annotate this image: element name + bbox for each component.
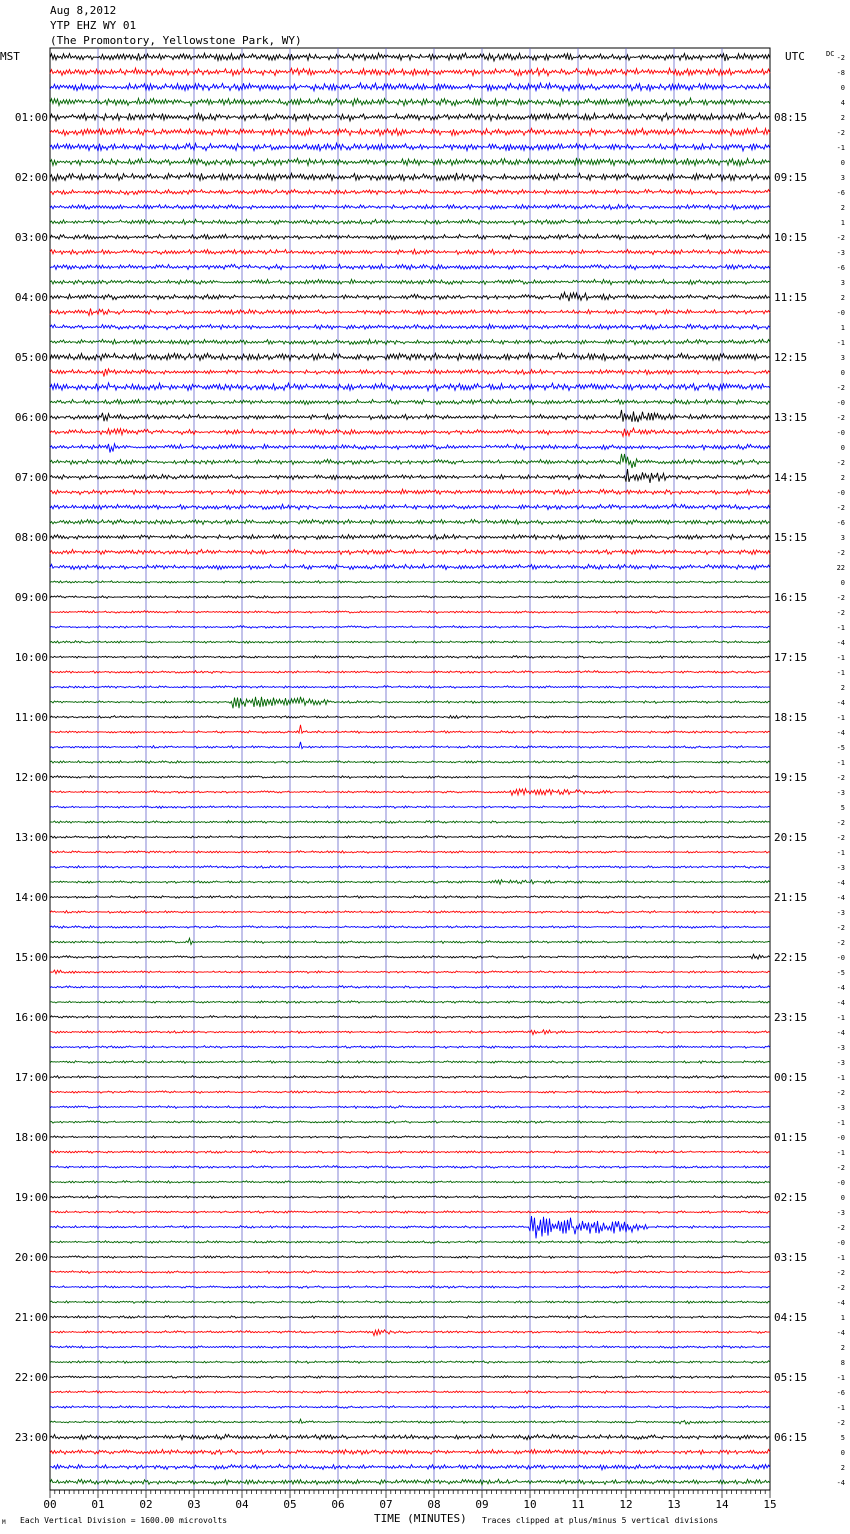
seismic-trace — [50, 53, 770, 61]
seismic-trace — [50, 1216, 770, 1238]
right-timezone-label: UTC — [785, 50, 805, 63]
dc-offset-label: -0 — [836, 309, 845, 317]
utc-hour-label: 23:15 — [774, 1011, 808, 1024]
x-tick-label: 09 — [475, 1498, 489, 1511]
dc-offset-label: -5 — [836, 969, 845, 977]
dc-offset-label: -4 — [836, 1479, 845, 1487]
dc-offset-label: 2 — [840, 114, 845, 122]
dc-offset-label: -4 — [836, 639, 845, 647]
seismic-trace — [50, 1196, 770, 1199]
dc-offset-label: -2 — [836, 774, 845, 782]
seismic-trace — [50, 880, 770, 885]
dc-offset-label: 1 — [840, 219, 845, 227]
utc-hour-label: 21:15 — [774, 891, 808, 904]
seismic-trace — [50, 158, 770, 166]
dc-offset-label: 0 — [840, 369, 845, 377]
dc-offset-label: -2 — [836, 819, 845, 827]
seismic-trace — [50, 489, 770, 494]
seismic-trace — [50, 279, 770, 285]
seismic-trace — [50, 1181, 770, 1184]
x-tick-label: 06 — [331, 1498, 345, 1511]
plot-frame — [50, 48, 770, 1490]
seismic-traces — [50, 53, 770, 1485]
seismic-trace — [50, 428, 770, 436]
seismic-trace — [50, 564, 770, 569]
dc-offset-label: -2 — [836, 594, 845, 602]
dc-offset-label: 0 — [840, 444, 845, 452]
dc-offset-label: -1 — [836, 1254, 845, 1262]
utc-hour-label: 17:15 — [774, 651, 808, 664]
seismic-trace — [50, 520, 770, 525]
recording-date: Aug 8,2012 — [50, 4, 117, 17]
x-tick-label: 12 — [619, 1498, 633, 1511]
dc-offset-label: 4 — [840, 99, 845, 107]
seismic-trace — [50, 1419, 770, 1424]
utc-hour-label: 05:15 — [774, 1371, 808, 1384]
dc-offset-label: -2 — [836, 1284, 845, 1292]
seismic-trace — [50, 324, 770, 329]
seismic-trace — [50, 671, 770, 674]
clip-note: Traces clipped at plus/minus 5 vertical divisions — [482, 1516, 719, 1525]
seismic-trace — [50, 1479, 770, 1485]
x-tick-label: 14 — [715, 1498, 729, 1511]
dc-offset-label: -6 — [836, 1389, 845, 1397]
utc-hour-label: 14:15 — [774, 471, 808, 484]
seismic-trace — [50, 851, 770, 854]
x-tick-label: 11 — [571, 1498, 585, 1511]
mst-hour-label: 11:00 — [14, 711, 48, 724]
seismic-trace — [50, 190, 770, 195]
x-tick-label: 08 — [427, 1498, 441, 1511]
dc-offset-label: -1 — [836, 714, 845, 722]
dc-offset-label: 1 — [840, 1314, 845, 1322]
seismic-trace — [50, 219, 770, 224]
seismic-trace — [50, 1464, 770, 1469]
mst-hour-label: 12:00 — [14, 771, 48, 784]
utc-hour-label: 02:15 — [774, 1191, 808, 1204]
dc-offset-label: -2 — [836, 939, 845, 947]
dc-offset-label: -4 — [836, 729, 845, 737]
seismic-trace — [50, 1301, 770, 1304]
seismic-trace — [50, 761, 770, 764]
seismic-trace — [50, 821, 770, 824]
seismic-trace — [50, 173, 770, 181]
left-timezone-label: MST — [0, 50, 20, 63]
seismic-trace — [50, 697, 770, 709]
dc-offset-label: -2 — [836, 459, 845, 467]
dc-offset-label: 3 — [840, 534, 845, 542]
utc-hour-label: 18:15 — [774, 711, 808, 724]
utc-hour-label: 19:15 — [774, 771, 808, 784]
mst-hour-label: 07:00 — [14, 471, 48, 484]
seismic-trace — [50, 611, 770, 614]
dc-offset-label: -2 — [836, 384, 845, 392]
seismic-trace — [50, 716, 770, 719]
x-tick-label: 01 — [91, 1498, 105, 1511]
seismic-trace — [50, 581, 770, 584]
dc-offset-label: -5 — [836, 744, 845, 752]
seismic-trace — [50, 626, 770, 629]
utc-hour-label: 13:15 — [774, 411, 808, 424]
utc-hour-label: 20:15 — [774, 831, 808, 844]
mst-hour-label: 23:00 — [14, 1431, 48, 1444]
seismic-trace — [50, 1391, 770, 1394]
scale-note: Each Vertical Division = 1600.00 microvolts — [20, 1516, 228, 1525]
dc-offset-label: -1 — [836, 1014, 845, 1022]
dc-offset-label: -3 — [836, 864, 845, 872]
dc-offset-label: -3 — [836, 909, 845, 917]
dc-offset-label: 0 — [840, 1194, 845, 1202]
mst-hour-label: 01:00 — [14, 111, 48, 124]
dc-offset-label: -0 — [836, 399, 845, 407]
seismic-trace — [50, 249, 770, 254]
dc-offset-label: -1 — [836, 654, 845, 662]
dc-offset-label: -4 — [836, 894, 845, 902]
dc-offset-label: -0 — [836, 489, 845, 497]
plot-grid — [50, 48, 770, 1498]
dc-offset-label: 0 — [840, 579, 845, 587]
x-tick-label: 03 — [187, 1498, 201, 1511]
seismic-trace — [50, 353, 770, 361]
dc-offset-label: -4 — [836, 1299, 845, 1307]
dc-offset-label: -2 — [836, 924, 845, 932]
mst-hour-label: 22:00 — [14, 1371, 48, 1384]
x-tick-label: 13 — [667, 1498, 681, 1511]
mst-hour-label: 05:00 — [14, 351, 48, 364]
seismic-trace — [50, 98, 770, 106]
mst-hour-label: 04:00 — [14, 291, 48, 304]
mst-hour-label: 08:00 — [14, 531, 48, 544]
dc-offset-label: -0 — [836, 1179, 845, 1187]
dc-offset-label: 2 — [840, 204, 845, 212]
dc-offset-label: -2 — [836, 129, 845, 137]
dc-offset-label: -2 — [836, 1164, 845, 1172]
seismic-trace — [50, 866, 770, 869]
seismic-trace — [50, 641, 770, 644]
dc-offset-label: -2 — [836, 834, 845, 842]
seismic-trace — [50, 309, 770, 316]
seismic-trace — [50, 954, 770, 959]
seismic-trace — [50, 1271, 770, 1274]
seismic-trace — [50, 549, 770, 554]
dc-offset-label: 3 — [840, 174, 845, 182]
mst-hour-label: 16:00 — [14, 1011, 48, 1024]
dc-offset-label: -0 — [836, 954, 845, 962]
mst-hour-label: 18:00 — [14, 1131, 48, 1144]
dc-offset-label: 2 — [840, 1464, 845, 1472]
dc-offset-label: -4 — [836, 999, 845, 1007]
seismic-trace — [50, 1076, 770, 1079]
utc-hour-label: 08:15 — [774, 111, 808, 124]
seismic-trace — [50, 83, 770, 91]
dc-offset-label: -1 — [836, 144, 845, 152]
mst-hour-label: 14:00 — [14, 891, 48, 904]
seismic-trace — [50, 938, 770, 944]
dc-header-label: DC — [826, 50, 835, 58]
dc-offset-label: -2 — [836, 549, 845, 557]
dc-offset-label: -3 — [836, 1059, 845, 1067]
seismic-trace — [50, 596, 770, 599]
seismic-trace — [50, 742, 770, 749]
seismic-trace — [50, 725, 770, 734]
utc-hour-label: 03:15 — [774, 1251, 808, 1264]
dc-offset-label: -1 — [836, 339, 845, 347]
dc-offset-label: -1 — [836, 669, 845, 677]
seismic-trace — [50, 1211, 770, 1214]
x-tick-label: 07 — [379, 1498, 393, 1511]
seismic-trace — [50, 204, 770, 209]
seismic-trace — [50, 926, 770, 929]
mst-hour-label: 06:00 — [14, 411, 48, 424]
dc-offset-label: -1 — [836, 1374, 845, 1382]
seismic-trace — [50, 1346, 770, 1349]
seismic-trace — [50, 1106, 770, 1109]
seismic-trace — [50, 264, 770, 269]
utc-hour-label: 22:15 — [774, 951, 808, 964]
dc-offset-label: -2 — [836, 504, 845, 512]
utc-hour-label: 10:15 — [774, 231, 808, 244]
dc-offset-label: -6 — [836, 264, 845, 272]
mst-hour-label: 13:00 — [14, 831, 48, 844]
dc-offset-label: -2 — [836, 609, 845, 617]
seismic-trace — [50, 454, 770, 468]
dc-offset-label: -2 — [836, 1224, 845, 1232]
mst-hour-label: 10:00 — [14, 651, 48, 664]
dc-offset-label: -1 — [836, 849, 845, 857]
seismic-trace — [50, 234, 770, 239]
plot-labels — [15, 54, 845, 1511]
dc-offset-label: 3 — [840, 279, 845, 287]
dc-offset-label: 0 — [840, 1449, 845, 1457]
utc-hour-label: 12:15 — [774, 351, 808, 364]
dc-offset-label: -0 — [836, 429, 845, 437]
seismic-trace — [50, 410, 770, 422]
corner-mark: M — [2, 1519, 6, 1526]
utc-hour-label: 09:15 — [774, 171, 808, 184]
x-tick-label: 05 — [283, 1498, 297, 1511]
dc-offset-label: -1 — [836, 1404, 845, 1412]
seismic-trace — [50, 113, 770, 121]
dc-offset-label: -3 — [836, 1044, 845, 1052]
seismic-trace — [50, 986, 770, 989]
mst-hour-label: 17:00 — [14, 1071, 48, 1084]
utc-hour-label: 06:15 — [774, 1431, 808, 1444]
mst-hour-label: 15:00 — [14, 951, 48, 964]
seismic-trace — [50, 776, 770, 779]
seismic-trace — [50, 68, 770, 76]
mst-hour-label: 20:00 — [14, 1251, 48, 1264]
utc-hour-label: 15:15 — [774, 531, 808, 544]
seismic-trace — [50, 444, 770, 453]
utc-hour-label: 01:15 — [774, 1131, 808, 1144]
dc-offset-label: 2 — [840, 684, 845, 692]
seismic-trace — [50, 1286, 770, 1289]
dc-offset-label: 8 — [840, 1359, 845, 1367]
x-tick-label: 04 — [235, 1498, 249, 1511]
dc-offset-label: -4 — [836, 1329, 845, 1337]
seismic-trace — [50, 1030, 770, 1035]
dc-offset-label: 2 — [840, 294, 845, 302]
seismic-trace — [50, 1406, 770, 1409]
seismic-trace — [50, 504, 770, 510]
utc-hour-label: 11:15 — [774, 291, 808, 304]
dc-offset-label: -2 — [836, 234, 845, 242]
seismic-trace — [50, 399, 770, 404]
dc-offset-label: 5 — [840, 804, 845, 812]
seismic-trace — [50, 1449, 770, 1454]
dc-offset-label: 5 — [840, 1434, 845, 1442]
station-code: YTP EHZ WY 01 — [50, 19, 137, 32]
seismic-trace — [50, 469, 770, 483]
seismic-trace — [50, 686, 770, 689]
x-tick-label: 15 — [763, 1498, 777, 1511]
seismic-trace — [50, 143, 770, 151]
station-location: (The Promontory, Yellowstone Park, WY) — [50, 34, 302, 47]
seismic-trace — [50, 1001, 770, 1004]
seismic-trace — [50, 1166, 770, 1169]
seismic-trace — [50, 292, 770, 301]
mst-hour-label: 19:00 — [14, 1191, 48, 1204]
seismic-trace — [50, 806, 770, 809]
seismic-trace — [50, 836, 770, 839]
seismic-trace — [50, 1136, 770, 1139]
mst-hour-label: 02:00 — [14, 171, 48, 184]
dc-offset-label: 22 — [836, 564, 845, 572]
dc-offset-label: -6 — [836, 189, 845, 197]
dc-offset-label: -6 — [836, 519, 845, 527]
seismic-trace — [50, 1091, 770, 1094]
dc-offset-label: -8 — [836, 69, 845, 77]
dc-offset-label: -4 — [836, 1029, 845, 1037]
seismic-trace — [50, 1241, 770, 1244]
dc-offset-label: -3 — [836, 249, 845, 257]
dc-offset-label: -1 — [836, 1119, 845, 1127]
seismic-trace — [50, 911, 770, 914]
seismic-trace — [50, 656, 770, 659]
seismic-trace — [50, 339, 770, 345]
seismic-trace — [50, 1151, 770, 1154]
seismic-trace — [50, 1256, 770, 1259]
seismic-trace — [50, 1016, 770, 1019]
utc-hour-label: 00:15 — [774, 1071, 808, 1084]
seismic-trace — [50, 1361, 770, 1364]
dc-offset-label: -3 — [836, 1209, 845, 1217]
dc-offset-label: 3 — [840, 354, 845, 362]
x-tick-label: 00 — [43, 1498, 57, 1511]
seismic-trace — [50, 970, 770, 974]
mst-hour-label: 21:00 — [14, 1311, 48, 1324]
seismic-trace — [50, 1061, 770, 1064]
seismic-trace — [50, 1434, 770, 1439]
utc-hour-label: 16:15 — [774, 591, 808, 604]
dc-offset-label: -2 — [836, 414, 845, 422]
seismic-trace — [50, 383, 770, 391]
dc-offset-label: -1 — [836, 1074, 845, 1082]
seismic-trace — [50, 896, 770, 899]
x-tick-label: 10 — [523, 1498, 537, 1511]
seismic-trace — [50, 1121, 770, 1124]
seismic-trace — [50, 1376, 770, 1379]
dc-offset-label: -4 — [836, 984, 845, 992]
dc-offset-label: 1 — [840, 324, 845, 332]
seismic-trace — [50, 128, 770, 136]
dc-offset-label: -0 — [836, 1239, 845, 1247]
utc-hour-label: 04:15 — [774, 1311, 808, 1324]
dc-offset-label: -2 — [836, 1089, 845, 1097]
x-tick-label: 02 — [139, 1498, 153, 1511]
dc-offset-label: -3 — [836, 1104, 845, 1112]
seismic-trace — [50, 1330, 770, 1336]
dc-offset-label: -1 — [836, 759, 845, 767]
mst-hour-label: 09:00 — [14, 591, 48, 604]
dc-offset-label: -4 — [836, 699, 845, 707]
dc-offset-label: -2 — [836, 1419, 845, 1427]
x-axis-title: TIME (MINUTES) — [374, 1512, 467, 1525]
dc-offset-label: 0 — [840, 159, 845, 167]
seismic-trace — [50, 534, 770, 539]
dc-offset-label: -2 — [836, 54, 845, 62]
dc-offset-label: -1 — [836, 1149, 845, 1157]
dc-offset-label: -0 — [836, 1134, 845, 1142]
seismic-trace — [50, 369, 770, 377]
mst-hour-label: 03:00 — [14, 231, 48, 244]
dc-offset-label: -2 — [836, 1269, 845, 1277]
dc-offset-label: 0 — [840, 84, 845, 92]
seismic-trace — [50, 1316, 770, 1319]
dc-offset-label: 2 — [840, 474, 845, 482]
dc-offset-label: -1 — [836, 624, 845, 632]
seismic-trace — [50, 1046, 770, 1049]
seismic-trace — [50, 789, 770, 796]
dc-offset-label: -4 — [836, 879, 845, 887]
dc-offset-label: -3 — [836, 789, 845, 797]
dc-offset-label: 2 — [840, 1344, 845, 1352]
